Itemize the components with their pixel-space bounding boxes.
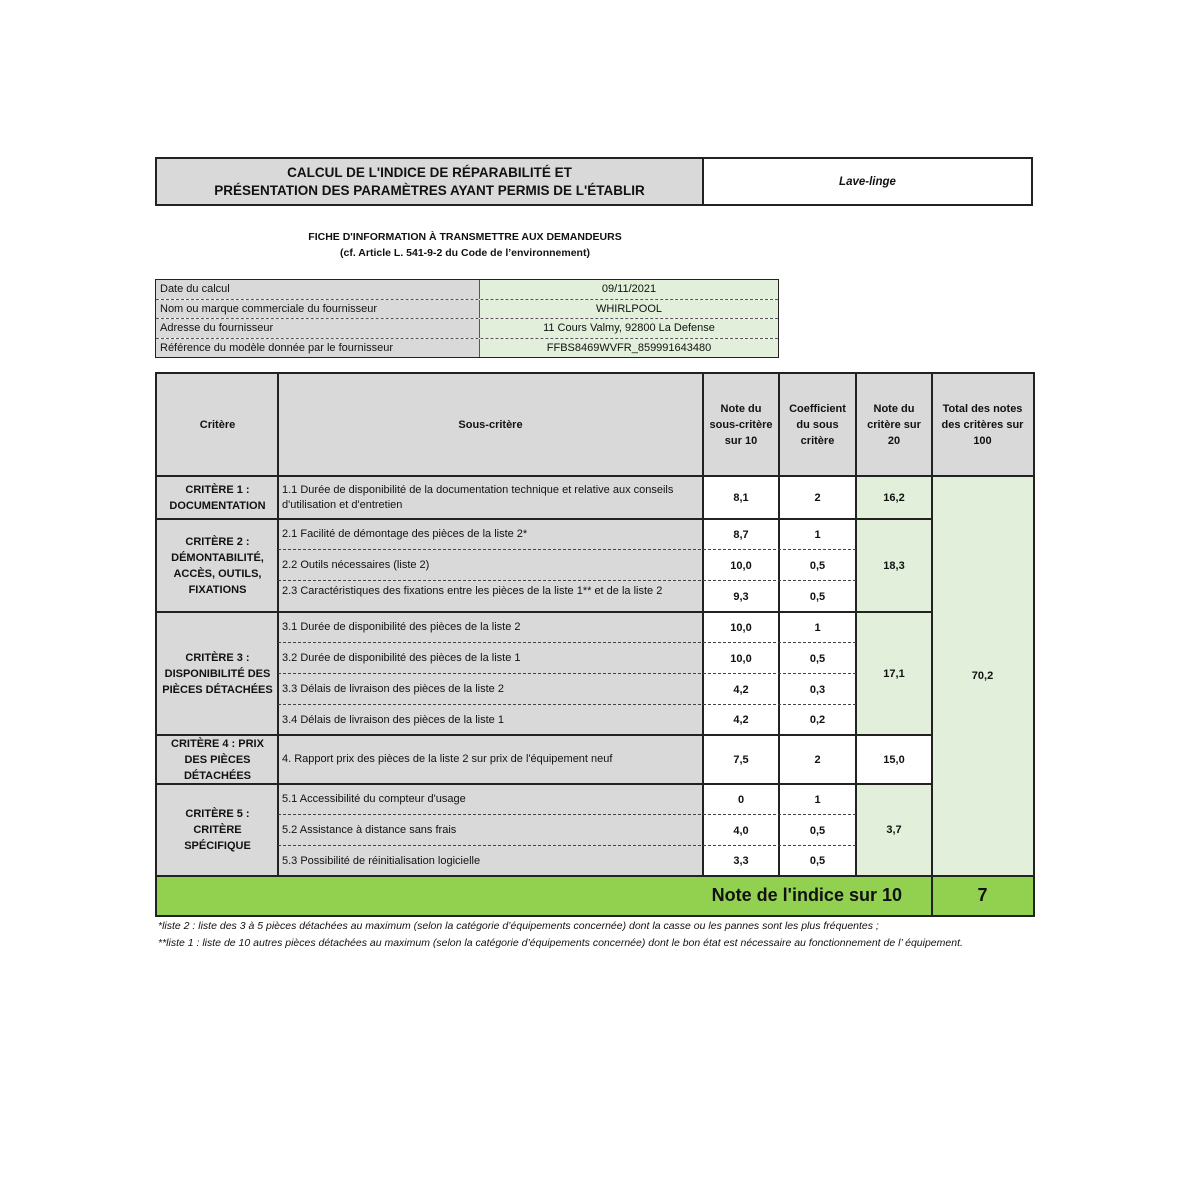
header-title-line2: PRÉSENTATION DES PARAMÈTRES AYANT PERMIS DE L'ÉTABLIR [214, 182, 645, 198]
sub-criterion-coef: 0,3 [779, 674, 856, 705]
sub-criterion-coef: 1 [779, 612, 856, 643]
footnotes [158, 918, 1033, 952]
sub-criterion-label: 4. Rapport prix des pièces de la liste 2 sur prix de l'équipement neuf [278, 735, 703, 784]
criterion-5: CRITÈRE 5 : CRITÈRE SPÉCIFIQUE [157, 784, 278, 876]
sub-criterion-coef: 0,5 [779, 846, 856, 876]
sub-criterion-note: 3,3 [703, 846, 779, 876]
info-row-address [156, 319, 778, 339]
grid-line [702, 374, 704, 876]
info-row-model [156, 339, 778, 358]
subtitle-line2: (cf. Article L. 541-9-2 du Code de l’environnement) [340, 247, 590, 259]
header-note-sous-critere: Note du sous-critère sur 10 [703, 374, 779, 476]
header-critere: Critère [157, 374, 278, 476]
sub-criterion-note: 10,0 [703, 612, 779, 643]
total-score: 70,2 [932, 476, 1033, 876]
grid-line [855, 374, 857, 876]
footnote-liste-1: **liste 1 : liste de 10 autres pièces détachées au maximum (selon la catégorie d’équipements concernée) dont le bon état est nécessaire au fonctionnement de l’ équipement. [158, 937, 963, 949]
sub-criterion-coef: 0,2 [779, 705, 856, 735]
sub-criterion-note: 0 [703, 784, 779, 815]
header-note-critere: Note du critère sur 20 [856, 374, 932, 476]
final-score-label: Note de l'indice sur 10 [157, 876, 932, 915]
repairability-table [155, 372, 1035, 917]
grid-line [157, 875, 1033, 877]
sub-criterion-note: 10,0 [703, 643, 779, 674]
sub-criterion-label: 5.2 Assistance à distance sans frais [278, 815, 703, 846]
grid-line [278, 814, 856, 815]
grid-line [778, 374, 780, 876]
grid-line [278, 642, 856, 643]
header-coefficient: Coefficient du sous critère [779, 374, 856, 476]
sub-criterion-label: 1.1 Durée de disponibilité de la documentation technique et relative aux conseils d'utilisation et d'entretien [278, 476, 703, 519]
supplier-info-table [155, 279, 779, 358]
header-total: Total des notes des critères sur 100 [932, 374, 1033, 476]
sub-criterion-label: 3.3 Délais de livraison des pièces de la liste 2 [278, 674, 703, 705]
final-score-value: 7 [932, 876, 1033, 915]
subtitle [255, 229, 675, 261]
header-title [157, 159, 704, 204]
sub-criterion-coef: 0,5 [779, 643, 856, 674]
info-value: 09/11/2021 [480, 280, 778, 299]
sub-criterion-note: 8,1 [703, 476, 779, 519]
sub-criterion-label: 5.3 Possibilité de réinitialisation logicielle [278, 846, 703, 876]
info-label: Adresse du fournisseur [156, 319, 480, 338]
sub-criterion-note: 9,3 [703, 581, 779, 612]
footnote-liste-2: *liste 2 : liste des 3 à 5 pièces détachées au maximum (selon la catégorie d’équipements concernée) dont la casse ou les pannes sont les plus fréquentes ; [158, 920, 879, 932]
sub-criterion-note: 10,0 [703, 550, 779, 581]
sub-criterion-coef: 2 [779, 735, 856, 784]
sub-criterion-label: 2.2 Outils nécessaires (liste 2) [278, 550, 703, 581]
grid-line [278, 845, 856, 846]
grid-line [157, 734, 932, 736]
sub-criterion-coef: 1 [779, 784, 856, 815]
subtitle-line1: FICHE D'INFORMATION À TRANSMETTRE AUX DEMANDEURS [308, 231, 622, 243]
sub-criterion-note: 4,0 [703, 815, 779, 846]
info-value: 11 Cours Valmy, 92800 La Defense [480, 319, 778, 338]
product-type: Lave-linge [839, 175, 896, 188]
info-label: Référence du modèle donnée par le fournisseur [156, 339, 480, 358]
sub-criterion-coef: 0,5 [779, 581, 856, 612]
criterion-score: 3,7 [856, 784, 932, 876]
sub-criterion-label: 3.4 Délais de livraison des pièces de la liste 1 [278, 705, 703, 735]
sub-criterion-label: 3.1 Durée de disponibilité des pièces de la liste 2 [278, 612, 703, 643]
criterion-score: 17,1 [856, 612, 932, 735]
sub-criterion-coef: 2 [779, 476, 856, 519]
document-header [155, 157, 1033, 206]
sub-criterion-note: 4,2 [703, 674, 779, 705]
info-label: Date du calcul [156, 280, 480, 299]
grid-line [157, 475, 1033, 477]
criterion-4: CRITÈRE 4 : PRIX DES PIÈCES DÉTACHÉES [157, 735, 278, 784]
grid-line [157, 518, 932, 520]
sub-criterion-note: 8,7 [703, 519, 779, 550]
sub-criterion-coef: 0,5 [779, 815, 856, 846]
grid-line [931, 374, 933, 915]
info-value: FFBS8469WVFR_859991643480 [480, 339, 778, 358]
grid-line [277, 374, 279, 876]
sub-criterion-label: 3.2 Durée de disponibilité des pièces de la liste 1 [278, 643, 703, 674]
grid-line [278, 704, 856, 705]
header-title-line1: CALCUL DE L'INDICE DE RÉPARABILITÉ ET [287, 164, 572, 180]
sub-criterion-label: 2.1 Facilité de démontage des pièces de la liste 2* [278, 519, 703, 550]
sub-criterion-coef: 1 [779, 519, 856, 550]
criterion-1: CRITÈRE 1 : DOCUMENTATION [157, 476, 278, 519]
grid-line [278, 673, 856, 674]
sub-criterion-label: 5.1 Accessibilité du compteur d'usage [278, 784, 703, 815]
criterion-3: CRITÈRE 3 : DISPONIBILITÉ DES PIÈCES DÉTACHÉES [157, 612, 278, 735]
header-sous-critere: Sous-critère [278, 374, 703, 476]
criterion-score: 16,2 [856, 476, 932, 519]
info-value: WHIRLPOOL [480, 300, 778, 319]
criterion-score: 15,0 [856, 735, 932, 784]
sub-criterion-coef: 0,5 [779, 550, 856, 581]
grid-line [278, 580, 856, 581]
grid-line [157, 611, 932, 613]
sub-criterion-label: 2.3 Caractéristiques des fixations entre les pièces de la liste 1** et de la liste 2 [278, 581, 703, 612]
grid-line [157, 783, 932, 785]
info-row-brand [156, 300, 778, 320]
criterion-2: CRITÈRE 2 : DÉMONTABILITÉ, ACCÈS, OUTILS, FIXATIONS [157, 519, 278, 612]
sub-criterion-note: 7,5 [703, 735, 779, 784]
grid-line [278, 549, 856, 550]
info-label: Nom ou marque commerciale du fournisseur [156, 300, 480, 319]
criterion-score: 18,3 [856, 519, 932, 612]
sub-criterion-note: 4,2 [703, 705, 779, 735]
info-row-date [156, 280, 778, 300]
